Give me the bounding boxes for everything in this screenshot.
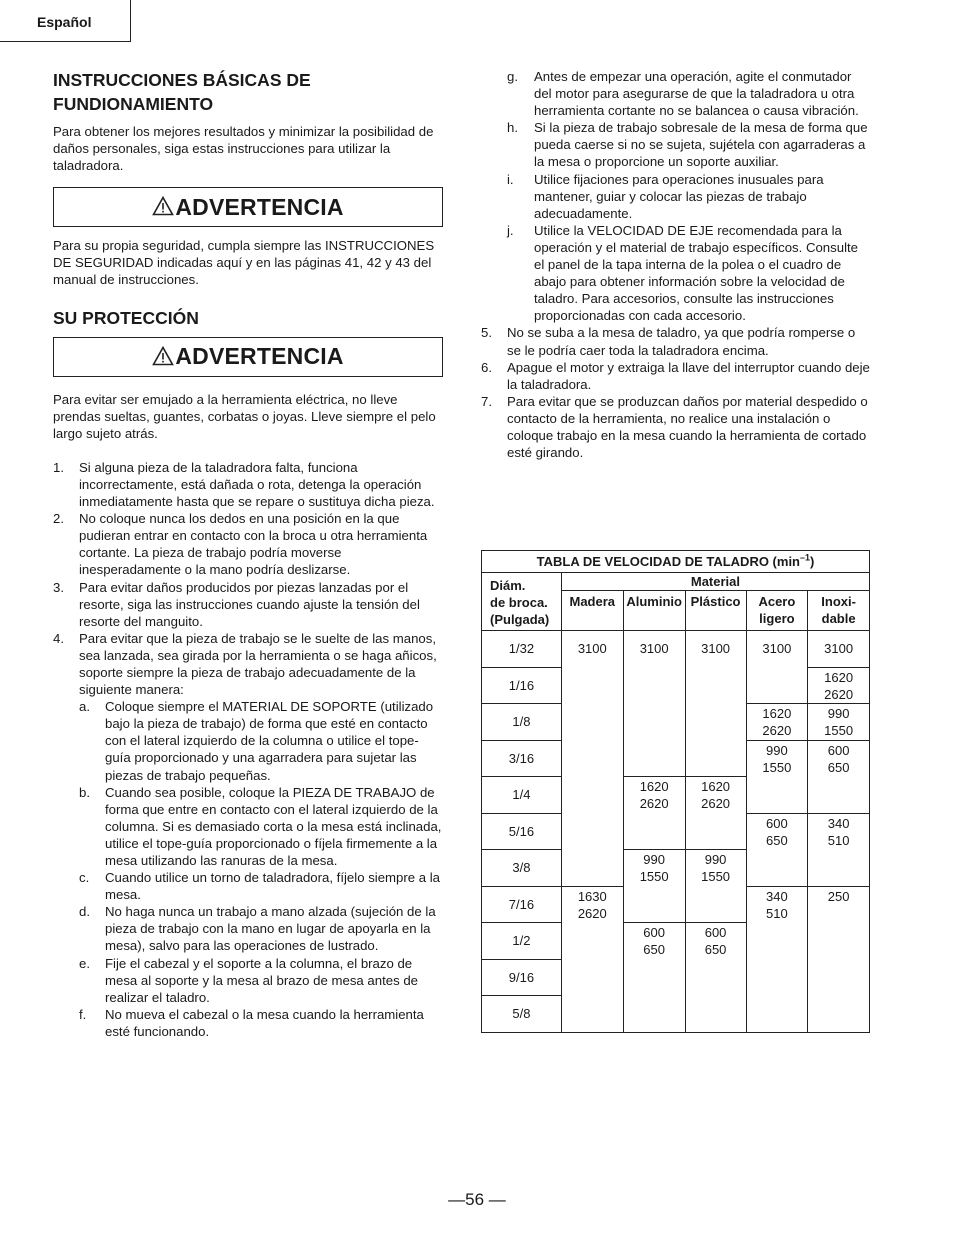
sub-list-item: e. Fije el cabezal y el soporte a la columna, el brazo de mesa al soporte y la mesa al brazo de mesa antes de realizar el taladro. [79,955,419,1005]
list-item: 5. No se suba a la mesa de taladro, ya que podría romperse o se le podría caer toda la taladradora encima. [481,325,856,358]
warning-label: ADVERTENCIA [175,343,344,370]
language-tab: Español [0,0,131,42]
size-cell: 1/2 [482,923,562,960]
value-cell: 1620 2620 [623,777,685,850]
list-item: 3. Para evitar daños producidos por piezas lanzadas por el resorte, siga las instrucciones cuando ajuste la tensión del resorte del manguito. [53,579,420,629]
value-cell: 3100 [685,631,746,777]
value-cell: 3100 [808,631,870,668]
value-cell: 600 650 [808,740,870,813]
value-cell: 1630 2620 [561,886,623,1032]
size-cell: 9/16 [482,959,562,996]
value-cell: 990 1550 [746,740,808,813]
value-cell: 340 510 [746,886,808,1032]
safety-paragraph: Para su propia seguridad, cumpla siempre las INSTRUCCIONES DE SEGURIDAD indicadas aquí y en las páginas 41, 42 y 43 del manual de instrucciones. [53,238,435,288]
list-item: 7. Para evitar que se produzcan daños por material despedido o contacto de la herramienta, no realice una instalación o coloque trabajo en la mesa cuando la herramienta de cortado esté girando. [481,393,868,461]
table-title: TABLA DE VELOCIDAD DE TALADRO $(\min^{-1})$ [482,551,870,573]
header-madera: Madera [561,591,623,631]
warning-box-2 [53,337,443,377]
value-cell: 3100 [746,631,808,704]
size-cell: 1/4 [482,777,562,814]
list-item: 6. Apague el motor y extraiga la llave del interruptor cuando deje la taladradora. [481,359,870,392]
page-number: —56 — [448,1190,506,1209]
value-cell: 1620 2620 [685,777,746,850]
size-cell: 5/16 [482,813,562,850]
value-cell: 1620 2620 [746,704,808,741]
clothing-paragraph: Para evitar ser emujado a la herramienta eléctrica, no lleve prendas sueltas, guantes, corbatas o joyas. Lleve siempre el pelo largo sujeto atrás. [53,391,436,441]
sub-list-item: i. Utilice fijaciones para operaciones inusuales para mantener, guiar y colocar las piezas de trabajo adecuadamente. [507,171,824,221]
header-diameter: Diám. de broca. (Pulgada) [482,573,562,631]
warning-triangle-icon [152,196,174,216]
left-column [53,68,443,1040]
size-cell: 7/16 [482,886,562,923]
warning-label: ADVERTENCIA [175,193,344,220]
sub-list-item: c. Cuando utilice un torno de taladradora, fíjelo siempre a la mesa. [79,870,441,903]
list-item: 4. Para evitar que la pieza de trabajo se le suelte de las manos, sea lanzada, sea girada por la herramienta o se haga añicos, soporte siempre la pieza de trabajo adecuadamente de la siguiente manera: [53,630,437,698]
drill-speed-table [481,550,870,1033]
numbered-list-left [53,459,443,1040]
size-cell: 3/16 [482,740,562,777]
warning-box-1 [53,187,443,227]
value-cell: 250 [808,886,870,1032]
value-cell: 990 1550 [685,850,746,923]
list-item: 1. Si alguna pieza de la taladradora falta, funciona incorrectamente, está dañada o rota, detenga la operación inmediatamente hasta que se repare o sustituya dicha pieza. [53,459,435,510]
value-cell: 3100 [561,631,623,887]
list-item: 2. No coloque nunca los dedos en una posición en la que pudieran entrar en contacto con la broca u otra herramienta cortante. La pieza de trabajo podría moverse inesperadamente o la mano podría deslizarse. [53,511,428,578]
value-cell: 600 650 [746,813,808,886]
value-cell: 990 1550 [623,850,685,923]
size-cell: 1/16 [482,667,562,704]
value-cell: 340 510 [808,813,870,886]
header-material: Material [561,573,869,591]
section-heading-protection: SU PROTECCIÓN [53,307,199,328]
value-cell: 600 650 [685,923,746,1033]
section-heading-basic-instructions: INSTRUCCIONES BÁSICAS DE FUNDIONAMIENTO [53,70,311,114]
value-cell: 3100 [623,631,685,777]
header-acero: Acero ligero [746,591,808,631]
right-column [481,68,871,461]
value-cell: 1620 2620 [808,667,870,704]
header-aluminio: Aluminio [623,591,685,631]
size-cell: 3/8 [482,850,562,887]
sub-list-item: g. Antes de empezar una operación, agite el conmutador del motor para asegurarse de que la taladradora u otra herramienta cortante no se balancea o causa vibración. [507,69,859,119]
header-plastico: Plástico [685,591,746,631]
size-cell: 1/32 [482,631,562,668]
intro-paragraph: Para obtener los mejores resultados y minimizar la posibilidad de daños personales, siga estas instrucciones para utilizar la taladradora. [53,124,434,174]
value-cell: 990 1550 [808,704,870,741]
sub-list-item: b. Cuando sea posible, coloque la PIEZA DE TRABAJO de forma que entre en contacto con el lateral izquierdo de la columna. Si es demasiado corta o la mesa está inclinada, utilice el tope-guía proporcionado o fíjela firmemente a la mesa utilizando las ranuras de la mesa. [79,784,442,868]
size-cell: 5/8 [482,996,562,1033]
sub-list-item: a. Coloque siempre el MATERIAL DE SOPORTE (utilizado bajo la pieza de trabajo) de forma que esté en contacto con el lateral izquierdo de la columna o utilice el tope-guía proporcionado y una agarradera para sujetar las piezas de trabajo pequeñas. [79,699,434,783]
sub-list-item: d. No haga nunca un trabajo a mano alzada (sujeción de la pieza de trabajo con la mano en lugar de apoyarla en la mesa), salvo para las operaciones de lustrado. [79,904,436,954]
size-cell: 1/8 [482,704,562,741]
value-cell: 600 650 [623,923,685,1033]
header-inox: Inoxi- dable [808,591,870,631]
sub-list-item: h. Si la pieza de trabajo sobresale de la mesa de forma que pueda caerse si no se sujeta, sujétela con agarraderas a la mesa o proporcione un soporte auxiliar. [507,120,868,170]
sub-list-item: j. Utilice la VELOCIDAD DE EJE recomendada para la operación y el material de trabajo específicos. Consulte el panel de la tapa interna de la polea o el cuadro de abajo para obtener información sobre la velocidad de taladro. Para accesorios, consulte las instrucciones proporcionadas con cada accesorio. [507,222,859,324]
sub-list-item: f. No mueva el cabezal o la mesa cuando la herramienta esté funcionando. [79,1006,424,1039]
warning-triangle-icon [152,346,174,366]
